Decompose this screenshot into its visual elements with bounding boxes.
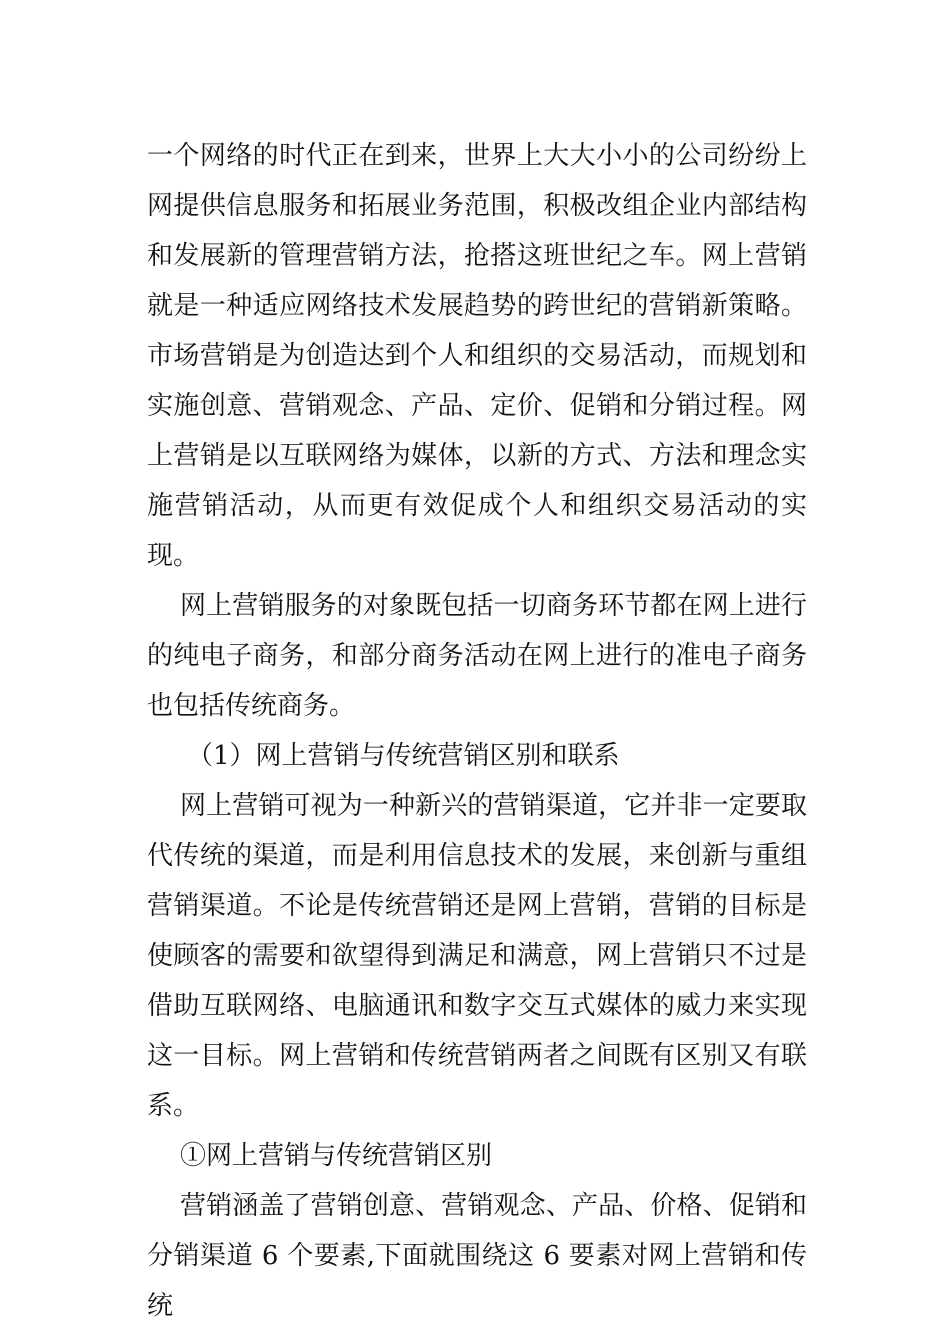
channel-paragraph: 网上营销可视为一种新兴的营销渠道，它并非一定要取代传统的渠道，而是利用信息技术的发展，来创新与重组营销渠道。不论是传统营销还是网上营销，营销的目标是使顾客的需要和欲望得到满足和满意，网上营销只不过是借助互联网络、电脑通讯和数字交互式媒体的威力来实现这一目标。网上营销和传统营销两者之间既有区别又有联系。: [147, 791, 807, 1121]
intro-paragraph: 一个网络的时代正在到来，世界上大大小小的公司纷纷上网提供信息服务和拓展业务范围，积极改组企业内部结构和发展新的管理营销方法，抢搭这班世纪之车。网上营销就是一种适应网络技术发展趋势的跨世纪的营销新策略。市场营销是为创造达到个人和组织的交易活动，而规划和实施创意、营销观念、产品、定价、促销和分销过程。网上营销是以互联网络为媒体，以新的方式、方法和理念实施营销活动，从而更有效促成个人和组织交易活动的实现。: [147, 141, 807, 571]
subsection-heading: ①网上营销与传统营销区别: [180, 1141, 493, 1171]
document-body: [147, 131, 807, 1331]
section-heading: （1）网上营销与传统营销区别和联系: [187, 741, 620, 771]
six-elements-paragraph: 营销涵盖了营销创意、营销观念、产品、价格、促销和分销渠道 6 个要素,下面就围绕这 6 要素对网上营销和传统: [147, 1191, 807, 1321]
service-object-paragraph: 网上营销服务的对象既包括一切商务环节都在网上进行的纯电子商务，和部分商务活动在网上进行的准电子商务也包括传统商务。: [147, 591, 807, 721]
